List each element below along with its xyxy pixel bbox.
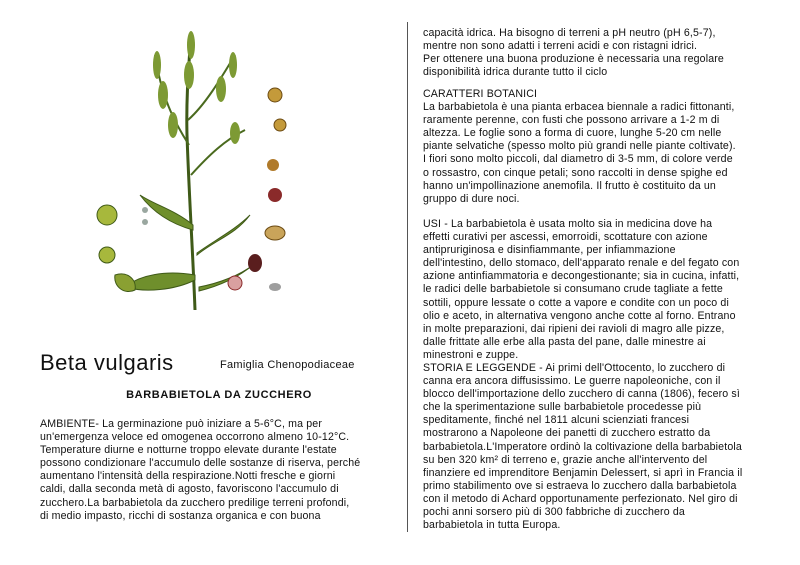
text-line: primo stabilimento ove si estraeva lo zucchero dalla barbabietola [423, 479, 737, 492]
text-line: canna era ancora diffusissimo. Le guerre napoleoniche, con il [423, 375, 721, 388]
text-line: finanziere ed imprenditore Benjamin Delessert, si aprì in Francia il [423, 466, 743, 479]
text-line: AMBIENTE- La germinazione può iniziare a 5-6°C, ma per [40, 418, 323, 430]
text-line: zucchero.La barbabietola da zucchero predilige terreni profondi, [40, 496, 350, 509]
storia-leggende-paragraph [423, 362, 768, 532]
text-line: le radici delle barbabietole si consumano crude tagliate a fette [423, 283, 723, 296]
text-line: piante selvatiche (spesso molto più grandi nelle piante coltivate). [423, 140, 736, 153]
continuation-paragraph [423, 27, 768, 79]
text-line: azione antinfiammatoria e decongestionante; sia in cucina, infatti, [423, 270, 740, 283]
text-line: raramente perenne, con fusti che possono arrivare a 1-2 m di [423, 114, 720, 127]
text-line: mostrarono a Napoleone dei panetti di zucchero estratto da [423, 427, 711, 440]
text-line: dell'intestino, dello stomaco, dell'apparato renale e del fegato con [423, 257, 740, 270]
text-line: effetti curativi per ascessi, emorroidi, scottature con azione [423, 231, 708, 244]
text-line: La barbabietola è una pianta erbacea biennale a radici fittonanti, [423, 101, 735, 114]
text-line: con il metodo di Achard opportunamente perfezionato. Nel giro di [423, 492, 738, 505]
text-line: su ben 320 km² di terreno e, grazie anche all'intervento del [423, 453, 708, 466]
text-line: speditamente, finché nel 1811 alcuni scienziati francesi [423, 414, 690, 427]
caratteri-botanici-paragraph [423, 88, 768, 206]
text-line: STORIA E LEGGENDE - Ai primi dell'Ottocento, lo zucchero di [423, 362, 726, 374]
text-line: Temperature diurne e notturne troppo elevate durante l'estate [40, 444, 337, 457]
text-line: altezza. Le foglie sono a forma di cuore, lunghe 5-20 cm nelle [423, 127, 722, 140]
text-line: sottili, oppure lessate o cotte a vapore e condite con un poco di [423, 296, 729, 309]
text-line: o rossastro, con cinque petali; sono raccolti in dense spighe ed [423, 166, 728, 179]
text-line: disponibilità idrica durante tutto il ciclo [423, 66, 608, 79]
text-line: antipruriginosa e disinfiammante, per infiammazione [423, 244, 676, 257]
section-heading: CARATTERI BOTANICI [423, 88, 538, 100]
column-divider [407, 22, 408, 532]
text-line: possono condizionare l'accumulo delle sostanze di riserva, perché [40, 457, 361, 470]
text-line: dalle frittate alle erbe alla pasta del pane, dalle minestre ai [423, 335, 706, 348]
text-line: barbabietola.L'Imperatore ordinò la coltivazione della barbabietola [423, 440, 742, 453]
flower-spikes [153, 31, 240, 144]
text-line: aumentano l'intensità della respirazione.Notti fresche e giorni [40, 470, 336, 483]
text-line: pochi anni sorsero più di 300 fabbriche di zucchero da [423, 506, 685, 519]
text-line: gruppo di dure noci. [423, 192, 520, 205]
text-line: USI - La barbabietola è usata molto sia in medicina dove ha [423, 218, 713, 230]
family-name: Famiglia Chenopodiaceae [220, 359, 355, 371]
botanical-illustration [85, 25, 310, 315]
text-line: che la sperimentazione sulle barbabietole procedesse più [423, 401, 702, 414]
text-line: I fiori sono molto piccoli, dal diametro di 3-5 mm, di colore verde [423, 153, 733, 166]
text-line: minestroni e zuppe. [423, 348, 519, 361]
text-line: in molte preparazioni, dai ripieni dei ravioli di magro alle pizze, [423, 322, 725, 335]
text-line: barbabietola in tutta Europa. [423, 519, 561, 532]
text-line: di medio impasto, ricchi di sostanza organica e con buona [40, 509, 321, 522]
common-name-heading: BARBABIETOLA DA ZUCCHERO [126, 389, 312, 401]
text-line: mentre non sono adatti i terreni acidi e con ristagni idrici. [423, 40, 698, 53]
usi-paragraph [423, 218, 768, 362]
title-row [40, 350, 400, 376]
ambiente-paragraph [40, 418, 402, 523]
text-line: un'emergenza veloce ed omogenea occorrono almeno 10-12°C. [40, 431, 350, 444]
text-line: blocco dell'importazione dello zucchero di canna (1806), fecero sì [423, 388, 740, 401]
species-name: Beta vulgaris [40, 350, 174, 375]
text-line: caldi, dalla seconda metà di agosto, favoriscono l'accumulo di [40, 483, 339, 496]
text-line: capacità idrica. Ha bisogno di terreni a pH neutro (pH 6,5-7), [423, 27, 716, 39]
text-line: olio e aceto, in alternativa vengono anche cotte al forno. Entrano [423, 309, 736, 322]
text-line: hanno un'impollinazione anemofila. Il frutto è costituito da un [423, 179, 716, 192]
text-line: Per ottenere una buona produzione è necessaria una regolare [423, 53, 724, 66]
